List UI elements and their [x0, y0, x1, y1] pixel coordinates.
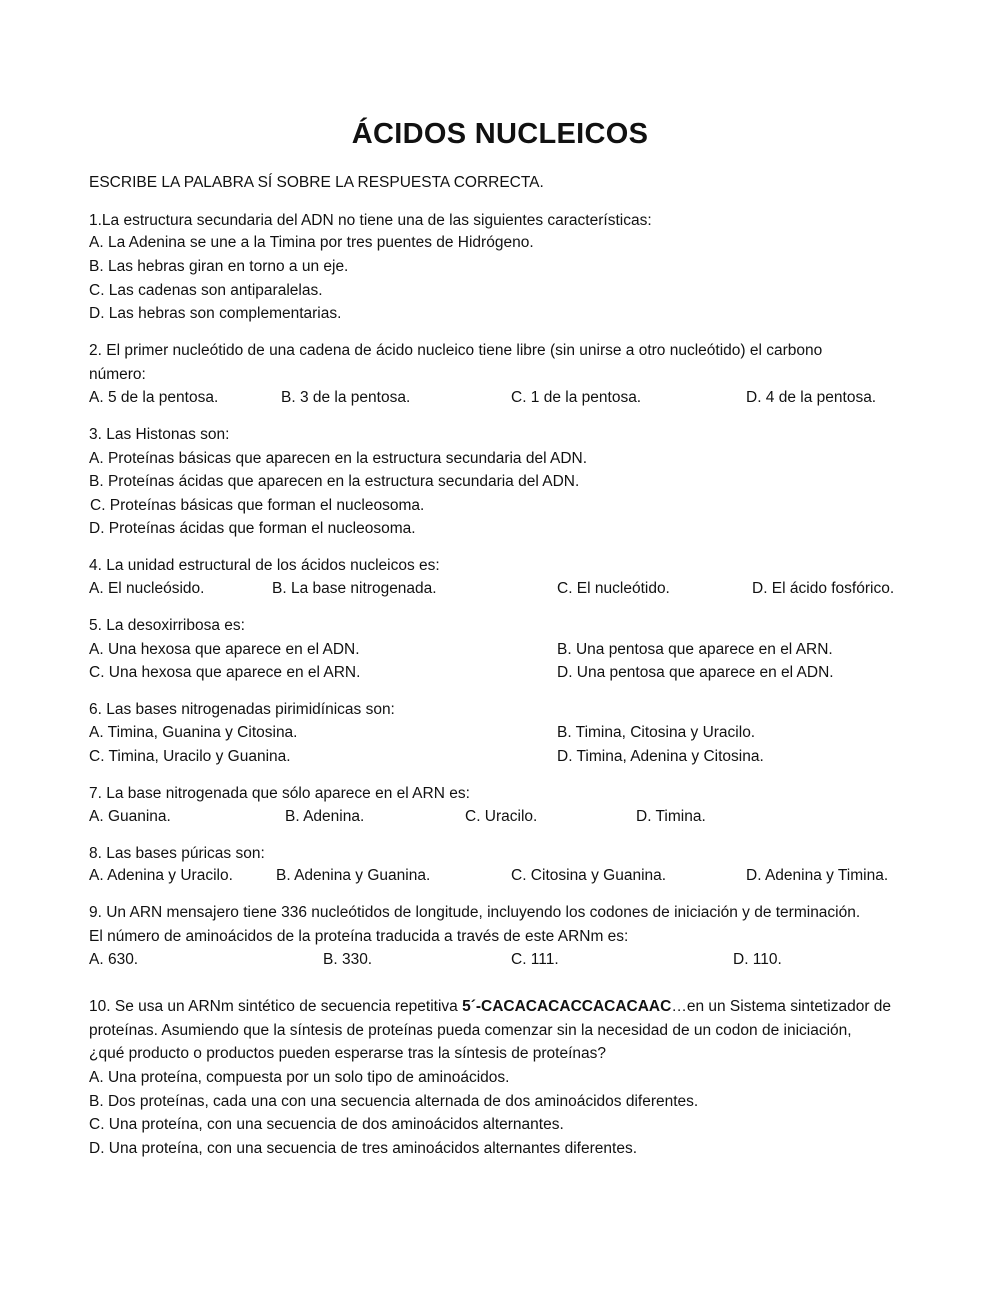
question-2-option-a[interactable]: A. 5 de la pentosa. — [89, 389, 219, 406]
question-7-option-d[interactable]: D. Timina. — [636, 808, 706, 825]
question-1-option-b[interactable]: B. Las hebras giran en torno a un eje. — [89, 258, 349, 275]
question-4-stem: 4. La unidad estructural de los ácidos nucleicos es: — [89, 557, 440, 574]
question-10-option-a[interactable]: A. Una proteína, compuesta por un solo tipo de aminoácidos. — [89, 1069, 510, 1086]
question-8-stem: 8. Las bases púricas son: — [89, 845, 265, 862]
question-6-option-c[interactable]: C. Timina, Uracilo y Guanina. — [89, 748, 291, 765]
question-6-option-b[interactable]: B. Timina, Citosina y Uracilo. — [557, 724, 756, 741]
page-title: ÁCIDOS NUCLEICOS — [351, 118, 649, 150]
question-5-option-b[interactable]: B. Una pentosa que aparece en el ARN. — [557, 641, 833, 658]
question-6-option-d[interactable]: D. Timina, Adenina y Citosina. — [557, 748, 764, 765]
question-10-stem-cont: proteínas. Asumiendo que la síntesis de proteínas pueda comenzar sin la necesidad de un codon de iniciación, — [89, 1022, 852, 1039]
question-8-option-b[interactable]: B. Adenina y Guanina. — [276, 867, 431, 884]
question-3-option-d[interactable]: D. Proteínas ácidas que forman el nucleosoma. — [89, 520, 416, 537]
instruction: ESCRIBE LA PALABRA SÍ SOBRE LA RESPUESTA CORRECTA. — [89, 174, 544, 191]
question-3-option-a[interactable]: A. Proteínas básicas que aparecen en la estructura secundaria del ADN. — [89, 450, 588, 467]
question-9-option-c[interactable]: C. 111. — [511, 951, 559, 968]
question-1-option-d[interactable]: D. Las hebras son complementarias. — [89, 305, 342, 322]
question-10-stem — [89, 997, 891, 1017]
question-10-option-d[interactable]: D. Una proteína, con una secuencia de tres aminoácidos alternantes diferentes. — [89, 1140, 637, 1157]
question-6-option-a[interactable]: A. Timina, Guanina y Citosina. — [89, 724, 298, 741]
question-1-stem: 1.La estructura secundaria del ADN no tiene una de las siguientes características: — [89, 212, 652, 229]
question-3-option-b[interactable]: B. Proteínas ácidas que aparecen en la estructura secundaria del ADN. — [89, 473, 580, 490]
question-9-stem-cont: El número de aminoácidos de la proteína traducida a través de este ARNm es: — [89, 928, 629, 945]
question-10-stem-cont-2: ¿qué producto o productos pueden esperarse tras la síntesis de proteínas? — [89, 1045, 606, 1062]
question-1-option-c[interactable]: C. Las cadenas son antiparalelas. — [89, 282, 323, 299]
question-10-stem-tail: …en un Sistema sintetizador de — [671, 998, 892, 1015]
question-3-option-c[interactable]: C. Proteínas básicas que forman el nucleosoma. — [90, 497, 425, 514]
question-7-option-c[interactable]: C. Uracilo. — [465, 808, 538, 825]
question-4-option-b[interactable]: B. La base nitrogenada. — [272, 580, 437, 597]
question-4-option-c[interactable]: C. El nucleótido. — [557, 580, 670, 597]
question-9-option-d[interactable]: D. 110. — [733, 951, 782, 968]
question-5-option-c[interactable]: C. Una hexosa que aparece en el ARN. — [89, 664, 361, 681]
question-8-option-a[interactable]: A. Adenina y Uracilo. — [89, 867, 233, 884]
question-2-option-c[interactable]: C. 1 de la pentosa. — [511, 389, 642, 406]
question-2-option-b[interactable]: B. 3 de la pentosa. — [281, 389, 411, 406]
question-2-stem: 2. El primer nucleótido de una cadena de ácido nucleico tiene libre (sin unirse a otro nucleótido) el carbono — [89, 342, 823, 359]
question-10-option-b[interactable]: B. Dos proteínas, cada una con una secuencia alternada de dos aminoácidos diferentes. — [89, 1093, 699, 1110]
question-7-option-a[interactable]: A. Guanina. — [89, 808, 171, 825]
question-2-option-d[interactable]: D. 4 de la pentosa. — [746, 389, 877, 406]
question-5-option-a[interactable]: A. Una hexosa que aparece en el ADN. — [89, 641, 360, 658]
question-9-stem: 9. Un ARN mensajero tiene 336 nucleótidos de longitude, incluyendo los codones de iniciación y de terminación. — [89, 904, 861, 921]
question-10-option-c[interactable]: C. Una proteína, con una secuencia de dos aminoácidos alternantes. — [89, 1116, 564, 1133]
question-4-option-a[interactable]: A. El nucleósido. — [89, 580, 205, 597]
question-9-option-b[interactable]: B. 330. — [323, 951, 373, 968]
question-10-sequence: 5´-CACACACACCACACAAC — [462, 998, 672, 1015]
question-1-option-a[interactable]: A. La Adenina se une a la Timina por tres puentes de Hidrógeno. — [89, 234, 534, 251]
question-5-stem: 5. La desoxirribosa es: — [89, 617, 245, 634]
question-8-option-c[interactable]: C. Citosina y Guanina. — [511, 867, 667, 884]
question-10-stem-intro: 10. Se usa un ARNm sintético de secuencia repetitiva — [89, 998, 463, 1015]
question-5-option-d[interactable]: D. Una pentosa que aparece en el ADN. — [557, 664, 834, 681]
question-7-stem: 7. La base nitrogenada que sólo aparece en el ARN es: — [89, 785, 470, 802]
question-9-option-a[interactable]: A. 630. — [89, 951, 139, 968]
question-6-stem: 6. Las bases nitrogenadas pirimidínicas son: — [89, 701, 395, 718]
question-4-option-d[interactable]: D. El ácido fosfórico. — [752, 580, 895, 597]
question-2-stem-cont: número: — [89, 366, 146, 383]
question-3-stem: 3. Las Histonas son: — [89, 426, 230, 443]
question-8-option-d[interactable]: D. Adenina y Timina. — [746, 867, 889, 884]
question-7-option-b[interactable]: B. Adenina. — [285, 808, 365, 825]
